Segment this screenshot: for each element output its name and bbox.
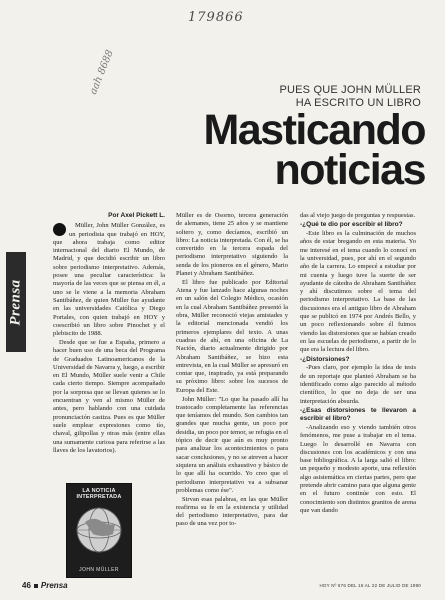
book-cover-globe-graphic xyxy=(73,504,125,556)
footer-section-name: Prensa xyxy=(40,581,68,590)
paragraph: Sirvan esas palabras, en las que Müller reafirma su fe en la existencia y utilidad del periodismo interpretativo, para dar paso de una vez por to- xyxy=(176,495,288,528)
book-author: JOHN MÜLLER xyxy=(79,567,119,573)
interview-answer: -Analizando eso y viendo también otros fenómenos, me puse a trabajar en el tema. Luego lo desarrollé en Navarra con discusiones con los académicos y con una base bibliográfica. A la larga salió el libro: un pequeño y modesto aporte, una reflexión algo asistemática en ciertas partes, pero que pretende abrir camino para que alguna gente en el futuro continúe con esto. El conocimiento son distintos granitos de arena que van dando xyxy=(300,423,416,514)
headline-line-1: Masticando xyxy=(203,106,425,154)
section-label: Prensa xyxy=(7,278,24,326)
byline: Por Axel Pickett L. xyxy=(108,212,165,219)
issue-info: HOY Nº 676 DEL 16 AL 22 DE JULIO DE 1990 xyxy=(319,583,421,588)
drop-initial-mark xyxy=(53,223,66,236)
footer-square-icon xyxy=(34,584,38,588)
kicker-line-2: HA ESCRITO UN LIBRO xyxy=(295,97,421,109)
archive-number-handwritten: 179866 xyxy=(188,10,244,25)
interview-answer: -Pues claro, por ejemplo la idea de tesis de un reportaje que planteó Abraham se ha identificado como algo parecido al método científico, lo que no deja de ser una interpretación absurda. xyxy=(300,364,416,405)
article-column-3 xyxy=(300,212,416,516)
page-number: 46 xyxy=(22,581,31,590)
paragraph: Desde que se fue a España, primero a hacer buen uso de una beca del Programa de Graduados Latinoamericanos de la Universidad de Navarra y, luego, a escribir en El Mundo, Müller suele venir a Chile cada cierto tiempo. Siempre acompañado por la sorpresa que se llevan quienes se lo encuentran y ven al mismo Müller de antes, pero hablando con una cuidada pronunciación castiza. Pues es que Müller suele emplear expresiones como tío, chaval, gilipollas y otras más (entre ellas una sumamente curiosa para referirse a las llaves de los lavatorios). xyxy=(53,338,165,454)
section-tab xyxy=(6,252,26,352)
book-title: LA NOTICIA INTERPRETADA xyxy=(76,488,122,500)
interview-question: -¿Qué te dio por escribir el libro? xyxy=(300,221,403,229)
page-footer-left xyxy=(22,581,68,590)
paragraph: El libro fue publicado por Editorial Atena y fue lanzado hace algunas noches en un salón del Colegio Médico, ocasión en la cual Abraham Santibáñez presentó la obra, Müller reconoció viejas amistades y la editorial mencionada vendió los primeros ejemplares del texto. A unas cuadras de ahí, en una oficina de La Nación, diario actualmente dirigido por Abraham Santibáñez, se hizo esta entrevista, en la cual Müller se apresuró en contar que, inspirado, ya está preparando su próximo libro: sobre los sucesos de Europa del Este. xyxy=(176,278,288,394)
interview-question: -¿Distorsiones? xyxy=(300,355,350,363)
paragraph xyxy=(53,222,165,338)
paragraph: John Müller: "Lo que ha pasado allí ha trastocado completamente las referencias que teníamos del mundo. Son cambios tan grandes que mucha gente, un poco por desidia, un poco por temor, se refugia en el tópico de decir que aún es muy pronto para analizar los acontecimientos o para sacar conclusiones, y no se atreven a hacer siquiera un análisis exhaustivo y básico de lo que allí ha ocurrido. Yo creo que el periodismo interpretativo va a subsanar problemas como ése". xyxy=(176,395,289,494)
article-column-2 xyxy=(176,212,288,529)
paragraph: das al viejo juego de preguntas y respuestas. xyxy=(300,212,416,219)
interview-question: -¿Esas distorsiones te llevaron a escribir el libro? xyxy=(300,406,416,423)
book-cover-image xyxy=(66,483,132,578)
headline-line-2: noticias xyxy=(274,146,425,194)
article-headline xyxy=(155,106,425,194)
interview-answer: -Este libro es la culminación de muchos años de estar bregando en esta materia. Yo me interesé en el tema cuando lo conocí en la universidad, pues, por ahí en el segundo año de la carrera. Lo empecé a estudiar por mi cuenta y luego tuve la suerte de ser ayudante de cátedra de Abraham Santibáñez y ahí discutimos sobre el tema del periodismo interpretativo. La base de las discusiones era el antiguo libro de Abraham que se publicó en 1974 por Andrés Bello, y un poco reflexionando sobre él fuimos viendo las distorsiones que se habían creado en las escuelas de periodismo, a partir de lo que era la lectura del libro. xyxy=(300,230,416,354)
margin-handwritten-note: aah 8688 xyxy=(88,48,116,97)
kicker-line-1: PUES QUE JOHN MÜLLER xyxy=(279,84,421,96)
article-column-1 xyxy=(53,212,165,456)
paragraph-text: Müller es de Osorno, tercera generación de alemanes, tiene 25 años y se mantiene soltero y, como decíamos, escribió un libro: La noticia interpretada. Con él, se ha convertido en la tercera espada del periodismo interpretativo siguiendo la senda de los pioneros en el género, Mario Planet y Abraham Santibáñez. xyxy=(176,212,288,278)
paragraph xyxy=(176,212,288,278)
paragraph-text: Müller, John Müller González, es un periodista que trabajó en HOY, que ahora trabaja como editor internacional del diario El Mundo, de Madrid, y que decidió escribir un libro sobre periodismo interpretativo. Además, posee una peculiar característica: la mayoría de las veces que se piensa en él, a uno se le viene a la memoria Abraham Santibáñez, de quien Müller fue ayudante en las universidades Católica y Diego Portales, con quien trabajó en HOY y coescribió un libro sobre Pinochet y el plebiscito de 1988. xyxy=(53,222,165,338)
